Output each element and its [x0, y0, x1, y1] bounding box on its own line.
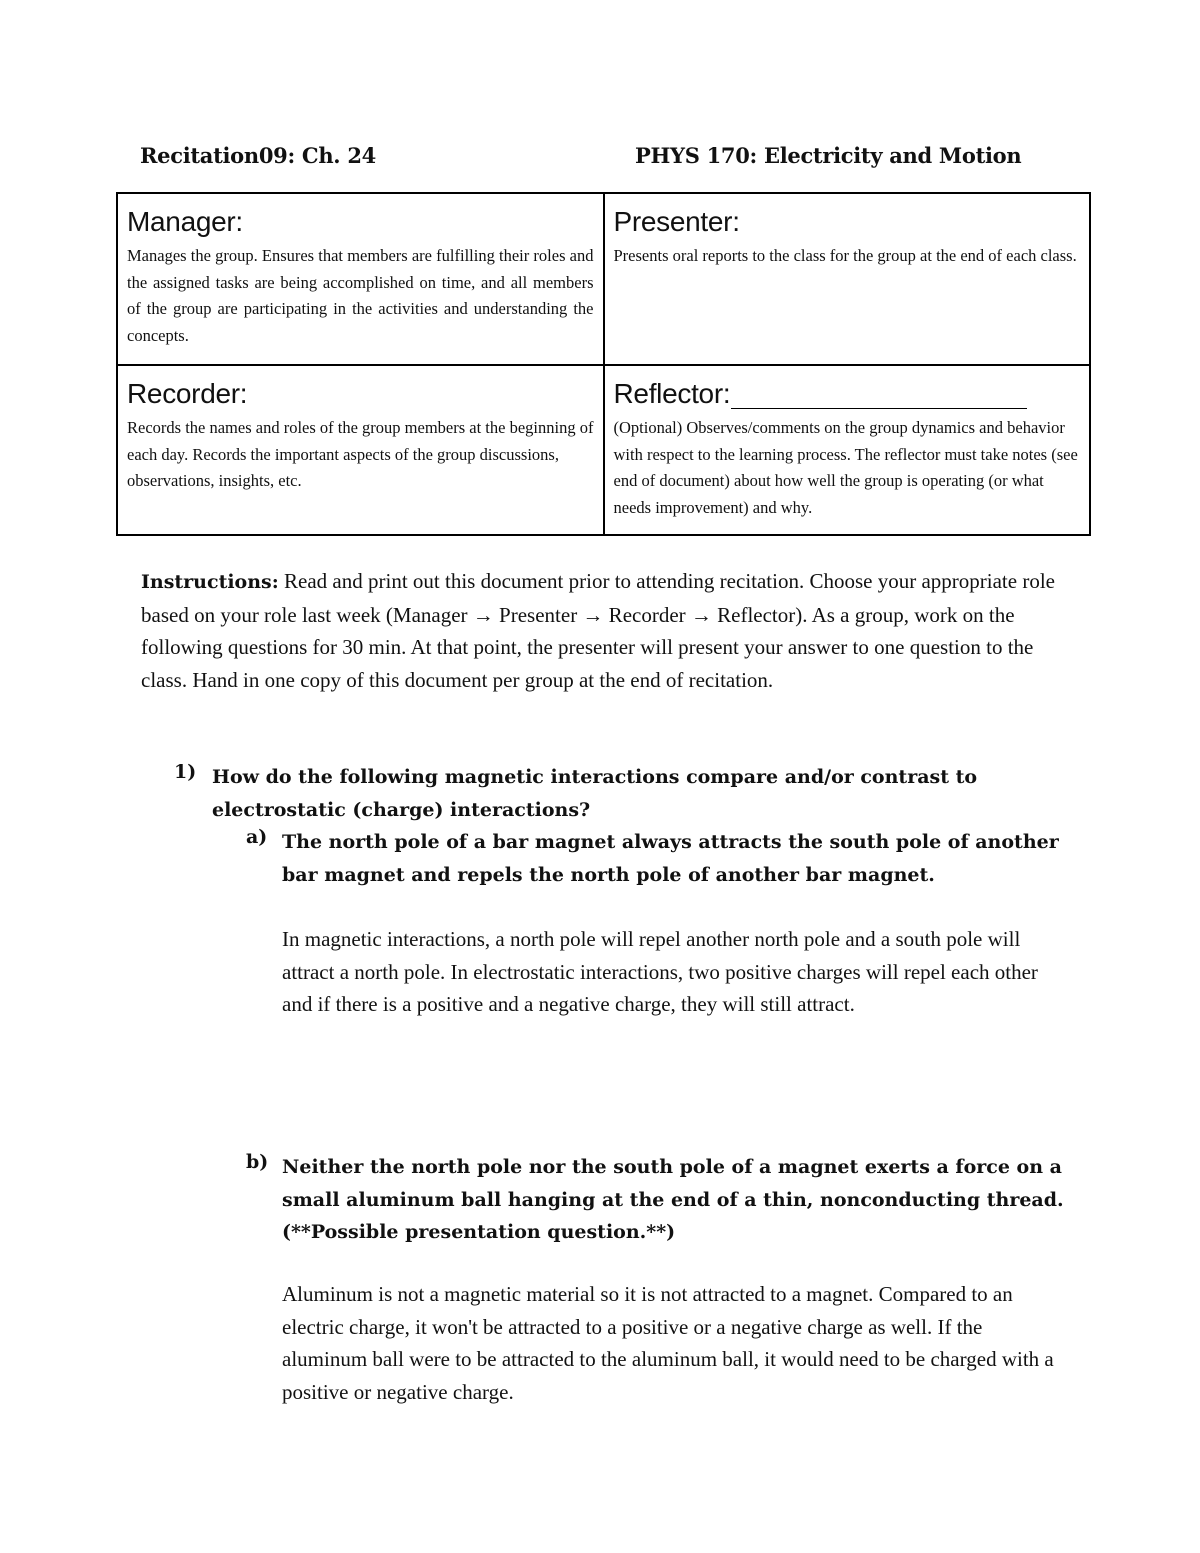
role-title: Recorder:: [127, 378, 248, 409]
role-cell-presenter: [604, 193, 1091, 365]
question-text: How do the following magnetic interactions compare and/or contrast to electrostatic (charge) interactions?: [212, 766, 978, 821]
subquestion-prompt-a: The north pole of a bar magnet always attracts the south pole of another bar magnet and repels the north pole of another bar magnet.: [282, 831, 1059, 886]
subquestion-letter-a: a): [246, 826, 268, 848]
role-title: Manager:: [127, 206, 243, 237]
role-title: Presenter:: [613, 206, 740, 237]
document-header-left: Recitation09: Ch. 24: [140, 143, 376, 168]
role-title: Reflector:: [613, 378, 731, 409]
role-description: Presents oral reports to the class for the group at the end of each class.: [613, 246, 1077, 265]
instructions-text: Read and print out this document prior to attending recitation. Choose your appropriate role based on your role last week (Manager → Presenter → Recorder → Reflector). As a group, work on the following questions for 30 min. At that point, the presenter will present your answer to one question to the class. Hand in one copy of this document per group at the end of recitation.: [141, 569, 1055, 692]
roles-table: [116, 192, 1091, 536]
role-description: Manages the group. Ensures that members are fulfilling their roles and the assigned tasks are being accomplished on time, and all members of the group are participating in the activities and understanding the concepts.: [127, 246, 594, 345]
role-title-wrapper: [614, 379, 1081, 409]
document-header-right: PHYS 170: Electricity and Motion: [635, 143, 1022, 168]
name-blank-line: [731, 382, 1027, 409]
role-cell-reflector: [604, 365, 1091, 535]
instructions-paragraph: [141, 565, 1066, 696]
subquestion-prompt-b: Neither the north pole nor the south pole of a magnet exerts a force on a small aluminum ball hanging at the end of a thin, nonconducting thread. (**Possible presentation question.**): [282, 1156, 1064, 1244]
role-description: Records the names and roles of the group members at the beginning of each day. Records the important aspects of the group discussions, observations, insights, etc.: [127, 418, 594, 490]
role-cell-manager: [117, 193, 604, 365]
role-cell-recorder: [117, 365, 604, 535]
question-number: 1): [174, 761, 197, 783]
subquestion-letter-b: b): [246, 1151, 269, 1173]
role-description: (Optional) Observes/comments on the group dynamics and behavior with respect to the learning process. The reflector must take notes (see end of document) about how well the group is operating (or what needs improvement) and why.: [613, 418, 1078, 517]
answer-b: Aluminum is not a magnetic material so it is not attracted to a magnet. Compared to an electric charge, it won't be attracted to a positive or a negative charge as well. If the aluminum ball were to be attracted to the aluminum ball, it would need to be charged with a positive or negative charge.: [282, 1282, 1054, 1404]
answer-a: In magnetic interactions, a north pole will repel another north pole and a south pole will attract a north pole. In electrostatic interactions, two positive charges will repel each other and if there is a positive and a negative charge, they will still attract.: [282, 927, 1038, 1017]
instructions-label: Instructions:: [141, 571, 279, 593]
